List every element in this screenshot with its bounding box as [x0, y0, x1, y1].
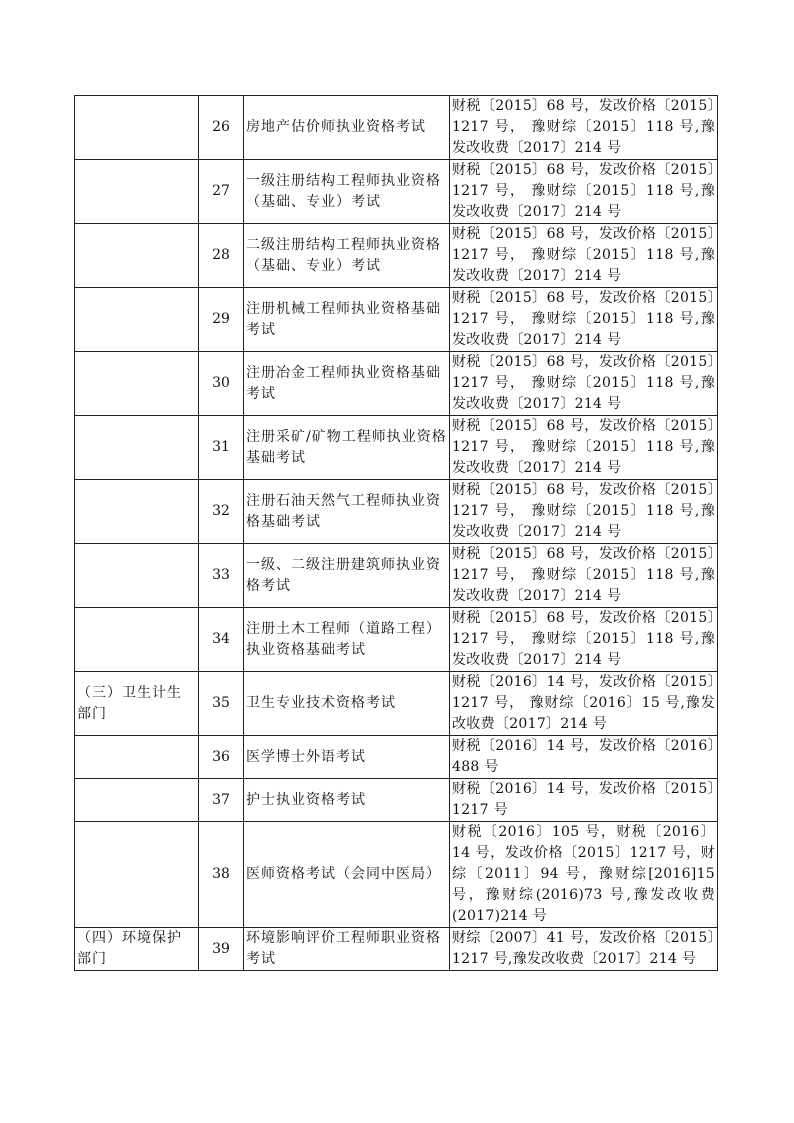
exam-name: 医师资格考试（会同中医局） [244, 822, 450, 928]
table-row [75, 160, 718, 224]
item-number: 31 [199, 416, 244, 480]
policy-document: 财税〔2016〕105 号，财税〔2016〕14 号，发改价格〔2015〕1217 号，财综〔2011〕94 号，豫财综[2016]15 号，豫财综(2016)73 号,豫发改收费(2017)214 号 [450, 822, 718, 928]
exam-name: 医学博士外语考试 [244, 736, 450, 779]
department-cell [75, 352, 199, 416]
department-cell [75, 544, 199, 608]
exam-name: 房地产估价师执业资格考试 [244, 96, 450, 160]
table-row [75, 224, 718, 288]
exam-name: 环境影响评价工程师职业资格考试 [244, 928, 450, 971]
table-row [75, 779, 718, 822]
exam-name: 一级注册结构工程师执业资格（基础、专业）考试 [244, 160, 450, 224]
item-number: 27 [199, 160, 244, 224]
department-cell: （三）卫生计生部门 [75, 672, 199, 736]
item-number: 35 [199, 672, 244, 736]
item-number: 38 [199, 822, 244, 928]
policy-document: 财税〔2015〕68 号，发改价格〔2015〕1217 号， 豫财综〔2015〕118 号,豫发改收费〔2017〕214 号 [450, 160, 718, 224]
table-row [75, 352, 718, 416]
department-cell [75, 416, 199, 480]
item-number: 30 [199, 352, 244, 416]
table-row [75, 928, 718, 971]
table-row [75, 672, 718, 736]
policy-document: 财税〔2016〕14 号，发改价格〔2015〕1217 号 [450, 779, 718, 822]
item-number: 33 [199, 544, 244, 608]
department-cell [75, 224, 199, 288]
policy-document: 财综〔2007〕41 号，发改价格〔2015〕1217 号,豫发改收费〔2017〕214 号 [450, 928, 718, 971]
table-row [75, 544, 718, 608]
table-row [75, 416, 718, 480]
table-row [75, 608, 718, 672]
policy-document: 财税〔2016〕14 号，发改价格〔2015〕1217 号， 豫财综〔2016〕15 号,豫发改收费〔2017〕214 号 [450, 672, 718, 736]
department-cell [75, 96, 199, 160]
item-number: 34 [199, 608, 244, 672]
policy-document: 财税〔2015〕68 号，发改价格〔2015〕1217 号， 豫财综〔2015〕118 号,豫发改收费〔2017〕214 号 [450, 96, 718, 160]
department-cell [75, 288, 199, 352]
department-cell [75, 736, 199, 779]
table-row [75, 96, 718, 160]
item-number: 28 [199, 224, 244, 288]
policy-document: 财税〔2015〕68 号，发改价格〔2015〕1217 号， 豫财综〔2015〕118 号,豫发改收费〔2017〕214 号 [450, 608, 718, 672]
fee-table [74, 95, 718, 971]
item-number: 32 [199, 480, 244, 544]
exam-name: 注册土木工程师（道路工程）执业资格基础考试 [244, 608, 450, 672]
department-cell [75, 779, 199, 822]
policy-document: 财税〔2015〕68 号，发改价格〔2015〕1217 号， 豫财综〔2015〕118 号,豫发改收费〔2017〕214 号 [450, 352, 718, 416]
policy-document: 财税〔2015〕68 号，发改价格〔2015〕1217 号， 豫财综〔2015〕118 号,豫发改收费〔2017〕214 号 [450, 480, 718, 544]
item-number: 29 [199, 288, 244, 352]
policy-document: 财税〔2015〕68 号，发改价格〔2015〕1217 号， 豫财综〔2015〕118 号,豫发改收费〔2017〕214 号 [450, 224, 718, 288]
table-row [75, 480, 718, 544]
policy-document: 财税〔2016〕14 号，发改价格〔2016〕488 号 [450, 736, 718, 779]
exam-name: 注册机械工程师执业资格基础考试 [244, 288, 450, 352]
department-cell: （四）环境保护部门 [75, 928, 199, 971]
item-number: 39 [199, 928, 244, 971]
department-cell [75, 822, 199, 928]
exam-name: 护士执业资格考试 [244, 779, 450, 822]
table-row [75, 736, 718, 779]
department-cell [75, 160, 199, 224]
exam-name: 注册石油天然气工程师执业资格基础考试 [244, 480, 450, 544]
exam-name: 卫生专业技术资格考试 [244, 672, 450, 736]
policy-document: 财税〔2015〕68 号，发改价格〔2015〕1217 号， 豫财综〔2015〕118 号,豫发改收费〔2017〕214 号 [450, 416, 718, 480]
department-cell [75, 480, 199, 544]
policy-document: 财税〔2015〕68 号，发改价格〔2015〕1217 号， 豫财综〔2015〕118 号,豫发改收费〔2017〕214 号 [450, 544, 718, 608]
table-row [75, 822, 718, 928]
policy-document: 财税〔2015〕68 号，发改价格〔2015〕1217 号， 豫财综〔2015〕118 号,豫发改收费〔2017〕214 号 [450, 288, 718, 352]
exam-name: 注册采矿/矿物工程师执业资格基础考试 [244, 416, 450, 480]
item-number: 37 [199, 779, 244, 822]
exam-name: 一级、二级注册建筑师执业资格考试 [244, 544, 450, 608]
table-row [75, 288, 718, 352]
exam-name: 注册冶金工程师执业资格基础考试 [244, 352, 450, 416]
item-number: 36 [199, 736, 244, 779]
department-cell [75, 608, 199, 672]
exam-name: 二级注册结构工程师执业资格（基础、专业）考试 [244, 224, 450, 288]
item-number: 26 [199, 96, 244, 160]
